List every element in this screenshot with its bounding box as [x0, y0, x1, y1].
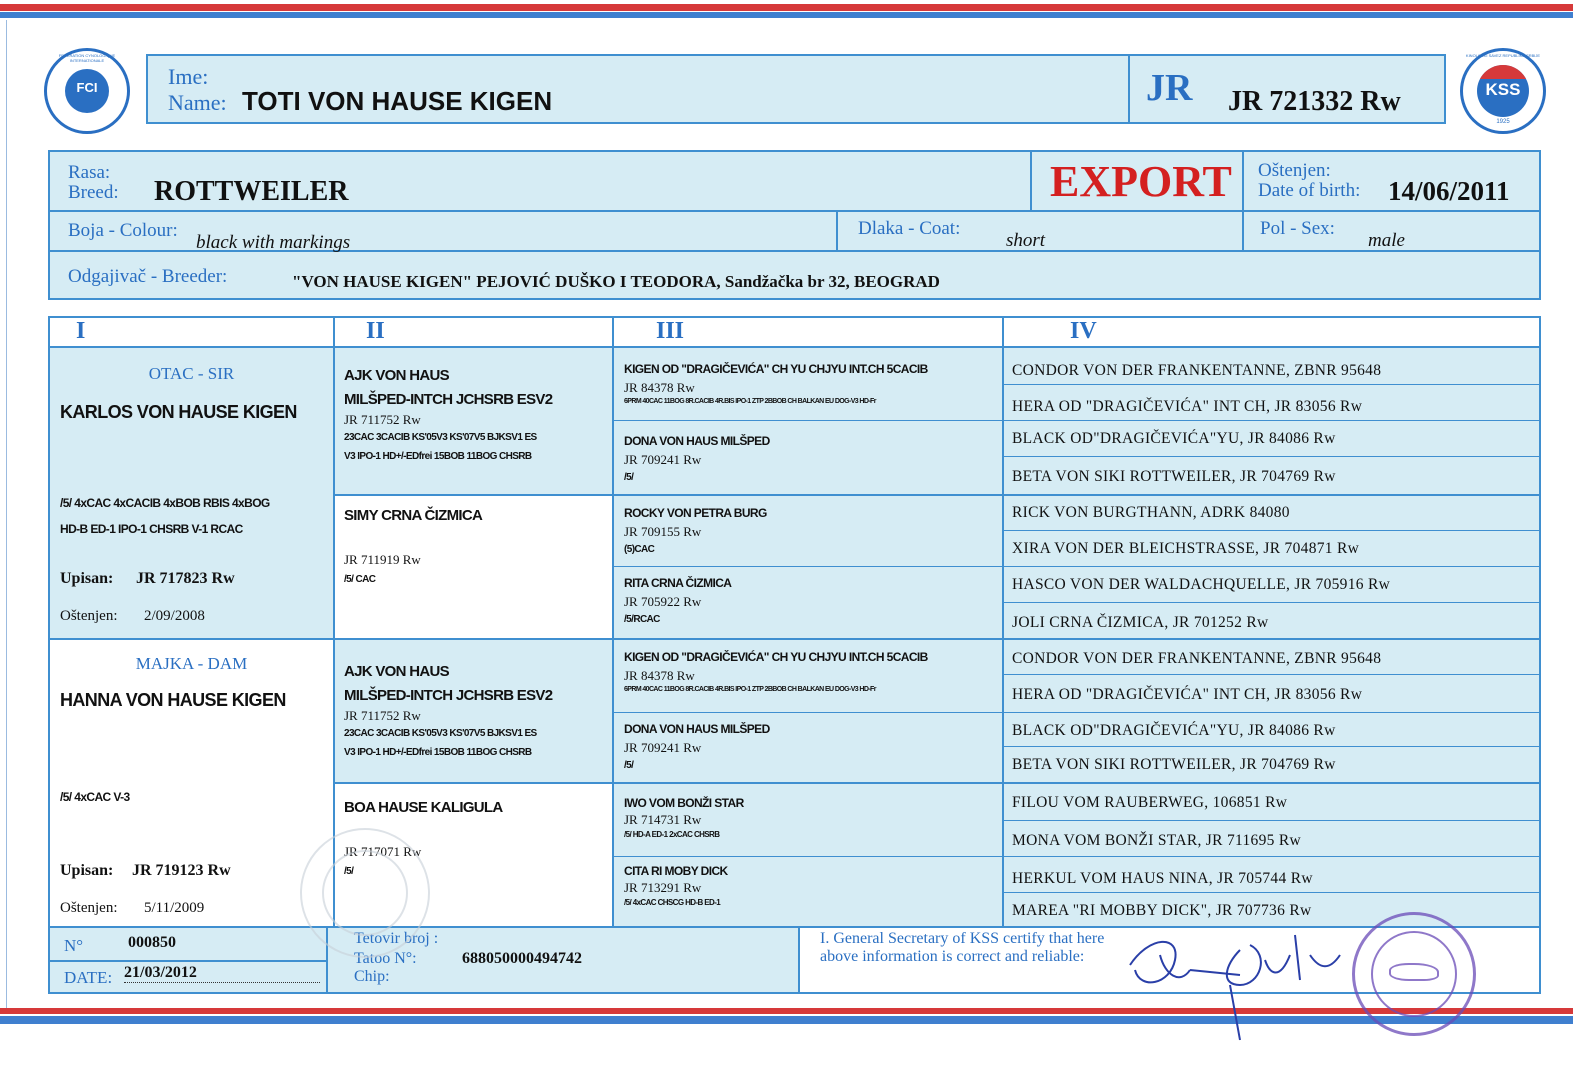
- date-label: DATE:: [64, 968, 113, 987]
- gen2-name: AJK VON HAUS: [344, 367, 449, 384]
- gen4-entry-9: CONDOR VON DER FRANKENTANNE, ZBNR 95648: [1012, 650, 1382, 667]
- dam-name: HANNA VON HAUSE KIGEN: [60, 690, 286, 710]
- gen2-name-2: MILŠPED-INTCH JCHSRB ESV2: [344, 687, 553, 704]
- dam-upisan-label: Upisan:: [60, 862, 114, 879]
- gen3-cell-4: [624, 576, 998, 625]
- gen2-reg: JR 711919 Rw: [344, 552, 421, 567]
- certify-text: I. General Secretary of KSS certify that here above information is correct and reliable:: [820, 930, 1105, 965]
- gen2-titles-2: V3 IPO-1 HD+/-EDfrei 15BOB 11BOG CHSRB: [344, 451, 532, 462]
- gen3-reg: JR 709241 Rw: [624, 740, 702, 755]
- gen3-name: CITA RI MOBY DICK: [624, 864, 728, 878]
- sire-born: 2/09/2008: [144, 608, 205, 624]
- gen3-titles: (5)CAC: [624, 544, 655, 555]
- gen4-entry-12: BETA VON SIKI ROTTWEILER, JR 704769 Rw: [1012, 756, 1336, 773]
- gen4-entry-16: MAREA "RI MOBBY DICK", JR 707736 Rw: [1012, 902, 1312, 919]
- top-stripe-red: [0, 4, 1573, 11]
- dam-upisan: JR 719123 Rw: [132, 862, 231, 879]
- gen3-reg: JR 84378 Rw: [624, 380, 695, 395]
- gen3-reg: JR 705922 Rw: [624, 594, 702, 609]
- gen3-titles: /5/: [624, 760, 634, 771]
- col-header-3: III: [656, 318, 685, 344]
- reg-number: JR 721332 Rw: [1228, 86, 1401, 117]
- kss-logo: [1460, 48, 1546, 134]
- gen3-reg: JR 709155 Rw: [624, 524, 702, 539]
- sire-born-label: Oštenjen:: [60, 608, 118, 624]
- gen4-entry-2: HERA OD "DRAGIČEVIĆA" INT CH, JR 83056 Rw: [1012, 398, 1363, 415]
- coat-value: short: [1006, 230, 1046, 251]
- dam-titles-1: /5/ 4xCAC V-3: [60, 790, 130, 804]
- gen2-reg: JR 711752 Rw: [344, 708, 421, 723]
- kss-stamp: [1352, 912, 1476, 1036]
- sire-role: OTAC - SIR: [148, 364, 235, 383]
- top-stripe-blue: [0, 12, 1573, 18]
- gen3-cell-5: [624, 650, 998, 693]
- breed-label-en: Breed:: [68, 182, 119, 203]
- gen4-entry-10: HERA OD "DRAGIČEVIĆA" INT CH, JR 83056 Rw: [1012, 686, 1363, 703]
- gen4-entry-6: XIRA VON DER BLEICHSTRASSE, JR 704871 Rw: [1012, 540, 1360, 557]
- gen4-entry-8: JOLI CRNA ČIZMICA, JR 701252 Rw: [1012, 614, 1269, 631]
- left-border: [6, 20, 7, 1008]
- tattoo-label-sr: Tetovir broj :: [354, 930, 439, 947]
- coat-label: Dlaka - Coat:: [858, 218, 961, 239]
- breed-label-sr: Rasa:: [68, 162, 111, 183]
- gen2-reg: JR 711752 Rw: [344, 412, 421, 427]
- gen2-name: SIMY CRNA ČIZMICA: [344, 507, 483, 524]
- dog-name: TOTI VON HAUSE KIGEN: [242, 86, 553, 116]
- date-value: 21/03/2012: [124, 964, 320, 983]
- certificate-number: 000850: [128, 934, 176, 951]
- gen4-entry-5: RICK VON BURGTHANN, ADRK 84080: [1012, 504, 1290, 521]
- gen2-cell-1: [344, 364, 608, 462]
- gen2-name: AJK VON HAUS: [344, 663, 449, 680]
- gen2-cell-3: [344, 660, 608, 758]
- gen3-reg: JR 714731 Rw: [624, 812, 702, 827]
- gen3-name: ROCKY VON PETRA BURG: [624, 506, 767, 520]
- gen4-entry-1: CONDOR VON DER FRANKENTANNE, ZBNR 95648: [1012, 362, 1382, 379]
- gen3-name: DONA VON HAUS MILŠPED: [624, 434, 770, 448]
- gen3-cell-8: [624, 864, 998, 907]
- gen4-entry-7: HASCO VON DER WALDACHQUELLE, JR 705916 Rw: [1012, 576, 1391, 593]
- fci-logo-ring-text: FEDERATION CYNOLOGIQUE INTERNATIONALE: [58, 53, 116, 63]
- gen3-cell-1: [624, 362, 998, 405]
- gen3-titles: /5/ HD-A ED-1 2xCAC CHSRB: [624, 830, 720, 839]
- gen4-entry-4: BETA VON SIKI ROTTWEILER, JR 704769 Rw: [1012, 468, 1336, 485]
- gen2-reg: JR 717071 Rw: [344, 844, 422, 859]
- gen4-entry-14: MONA VOM BONŽI STAR, JR 711695 Rw: [1012, 832, 1301, 849]
- gen2-titles-1: /5/: [344, 866, 354, 877]
- gen3-cell-7: [624, 796, 998, 839]
- sire-titles-1: /5/ 4xCAC 4xCACIB 4xBOB RBIS 4xBOG: [60, 496, 270, 510]
- gen2-titles-1: 23CAC 3CACIB KS'05V3 KS'07V5 BJKSV1 ES: [344, 728, 537, 739]
- gen3-reg: JR 84378 Rw: [624, 668, 695, 683]
- birth-value: 14/06/2011: [1388, 176, 1510, 206]
- dam-born: 5/11/2009: [144, 900, 205, 916]
- kss-logo-ring-text: KINOLOŠKI SAVEZ REPUBLIKE SRBIJE: [1465, 53, 1541, 58]
- gen4-entry-15: HERKUL VOM HAUS NINA, JR 705744 Rw: [1012, 870, 1313, 887]
- gen3-titles: /5/: [624, 472, 634, 483]
- gen3-reg: JR 709241 Rw: [624, 452, 702, 467]
- gen3-titles: /5/ 4xCAC CHSCG HD-B ED-1: [624, 898, 721, 907]
- col-header-1: I: [76, 318, 86, 344]
- tattoo-label-en: Tatoo N°:: [354, 950, 417, 967]
- gen3-titles: 6PRM 40CAC 11BOG 8R.CACIB 4R.BIS IPO-1 ZTP 2BBOB CH BALKAN EU DOG-V3 HD-Fr: [624, 398, 876, 405]
- name-label-en: Name:: [168, 90, 227, 115]
- kss-logo-year: 1925: [1496, 119, 1510, 125]
- sire-upisan: JR 717823 Rw: [136, 570, 235, 587]
- reg-prefix: JR: [1146, 67, 1193, 109]
- gen3-name: DONA VON HAUS MILŠPED: [624, 722, 770, 736]
- breeder-label: Odgajivač - Breeder:: [68, 266, 228, 287]
- birth-label-en: Date of birth:: [1258, 180, 1361, 201]
- gen4-entry-13: FILOU VOM RAUBERWEG, 106851 Rw: [1012, 794, 1288, 811]
- gen3-reg: JR 713291 Rw: [624, 880, 702, 895]
- col-header-2: II: [366, 318, 385, 344]
- gen3-name: KIGEN OD "DRAGIČEVIĆA" CH YU CHJYU INT.CH 5CACIB: [624, 650, 928, 664]
- embossed-seal: [300, 828, 430, 958]
- fci-logo-text: FCI: [76, 80, 98, 95]
- export-stamp: EXPORT: [1050, 157, 1232, 206]
- details-box: [48, 150, 1541, 300]
- colour-value: black with markings: [196, 232, 351, 253]
- gen4-entry-11: BLACK OD"DRAGIČEVIĆA"YU, JR 84086 Rw: [1012, 722, 1336, 739]
- gen3-cell-2: [624, 434, 998, 483]
- breed-value: ROTTWEILER: [154, 176, 349, 207]
- gen3-titles: /5/RCAC: [624, 614, 660, 625]
- gen3-name: KIGEN OD "DRAGIČEVIĆA" CH YU CHJYU INT.CH 5CACIB: [624, 362, 928, 376]
- sire-upisan-label: Upisan:: [60, 570, 114, 587]
- gen2-titles-1: 23CAC 3CACIB KS'05V3 KS'07V5 BJKSV1 ES: [344, 432, 537, 443]
- gen2-name: BOA HAUSE KALIGULA: [344, 799, 503, 816]
- breeder-value: "VON HAUSE KIGEN" PEJOVIĆ DUŠKO I TEODORA, Sandžačka br 32, BEOGRAD: [292, 272, 940, 291]
- sex-label: Pol - Sex:: [1260, 218, 1335, 239]
- sire-titles-2: HD-B ED-1 IPO-1 CHSRB V-1 RCAC: [60, 522, 243, 536]
- chip-label: Chip:: [354, 968, 390, 985]
- name-box: [146, 54, 1446, 124]
- gen2-cell-2: [344, 504, 608, 585]
- gen3-cell-3: [624, 506, 998, 555]
- pedigree-table: [48, 316, 1541, 928]
- name-label-sr: Ime:: [168, 64, 209, 89]
- gen3-name: IWO VOM BONŽI STAR: [624, 796, 744, 810]
- birth-label-sr: Oštenjen:: [1258, 160, 1331, 181]
- fci-logo: [44, 48, 130, 134]
- gen4-entry-3: BLACK OD"DRAGIČEVIĆA"YU, JR 84086 Rw: [1012, 430, 1336, 447]
- gen2-titles-1: /5/ CAC: [344, 574, 376, 585]
- sex-value: male: [1368, 230, 1405, 251]
- kss-logo-text: KSS: [1485, 80, 1521, 99]
- sire-name: KARLOS VON HAUSE KIGEN: [60, 402, 297, 422]
- col-header-4: IV: [1070, 318, 1097, 344]
- dam-born-label: Oštenjen:: [60, 900, 118, 916]
- gen3-cell-6: [624, 722, 998, 771]
- chip-number: 688050000494742: [462, 950, 582, 967]
- signature: [1120, 915, 1380, 1045]
- gen2-titles-2: V3 IPO-1 HD+/-EDfrei 15BOB 11BOG CHSRB: [344, 747, 532, 758]
- colour-label: Boja - Colour:: [68, 220, 178, 241]
- number-label: N°: [64, 936, 84, 955]
- gen3-titles: 6PRM 40CAC 11BOG 8R.CACIB 4R.BIS IPO-1 ZTP 2BBOB CH BALKAN EU DOG-V3 HD-Fr: [624, 686, 876, 693]
- dam-role: MAJKA - DAM: [135, 654, 248, 673]
- gen2-name-2: MILŠPED-INTCH JCHSRB ESV2: [344, 391, 553, 408]
- gen3-name: RITA CRNA ČIZMICA: [624, 576, 732, 590]
